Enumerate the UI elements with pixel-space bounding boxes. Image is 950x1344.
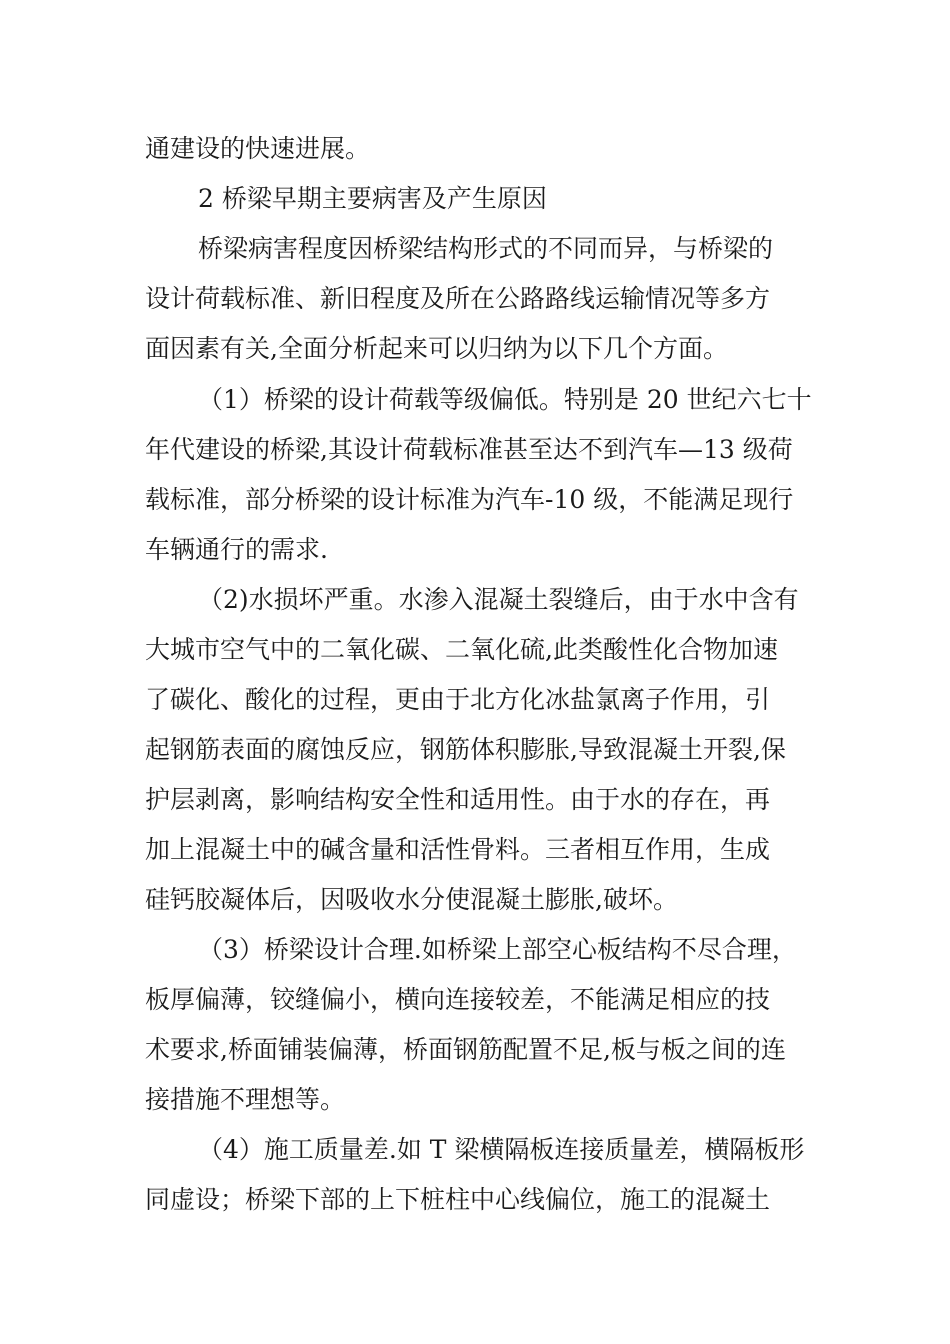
text-line: 面因素有关,全面分析起来可以归纳为以下几个方面。 — [145, 334, 728, 363]
text-line: 起钢筋表面的腐蚀反应，钢筋体积膨胀,导致混凝土开裂,保 — [145, 735, 786, 764]
text-line: 硅钙胶凝体后，因吸收水分使混凝土膨胀,破坏。 — [145, 885, 678, 914]
section-heading: 2 桥梁早期主要病害及产生原因 — [198, 184, 547, 213]
text-line: 载标准，部分桥梁的设计标准为汽车-10 级，不能满足现行 — [145, 485, 794, 514]
text-line: 术要求,桥面铺装偏薄，桥面钢筋配置不足,板与板之间的连 — [145, 1035, 786, 1064]
text-line: （1）桥梁的设计荷载等级偏低。特别是 20 世纪六七十 — [198, 385, 812, 414]
text-line: 车辆通行的需求. — [145, 535, 328, 564]
text-line: 年代建设的桥梁,其设计荷载标准甚至达不到汽车—13 级荷 — [145, 435, 793, 464]
text-line: 护层剥离，影响结构安全性和适用性。由于水的存在，再 — [145, 785, 771, 814]
text-line: 同虚设；桥梁下部的上下桩柱中心线偏位，施工的混凝土 — [145, 1185, 771, 1214]
text-line: （4）施工质量差.如 T 梁横隔板连接质量差，横隔板形 — [198, 1135, 805, 1164]
text-line: 板厚偏薄，铰缝偏小，横向连接较差，不能满足相应的技 — [145, 985, 771, 1014]
text-line: 通建设的快速进展。 — [145, 134, 371, 163]
text-line: 大城市空气中的二氧化碳、二氧化硫,此类酸性化合物加速 — [145, 635, 778, 664]
text-line: （2)水损坏严重。水渗入混凝土裂缝后，由于水中含有 — [198, 585, 799, 614]
text-line: 了碳化、酸化的过程，更由于北方化冰盐氯离子作用，引 — [145, 685, 771, 714]
text-line: 接措施不理想等。 — [145, 1085, 346, 1114]
text-line: 加上混凝土中的碱含量和活性骨料。三者相互作用，生成 — [145, 835, 771, 864]
text-line: 桥梁病害程度因桥梁结构形式的不同而异，与桥梁的 — [198, 234, 774, 263]
text-line: 设计荷载标准、新旧程度及所在公路路线运输情况等多方 — [145, 284, 771, 313]
text-line: （3）桥梁设计合理.如桥梁上部空心板结构不尽合理， — [198, 935, 797, 964]
